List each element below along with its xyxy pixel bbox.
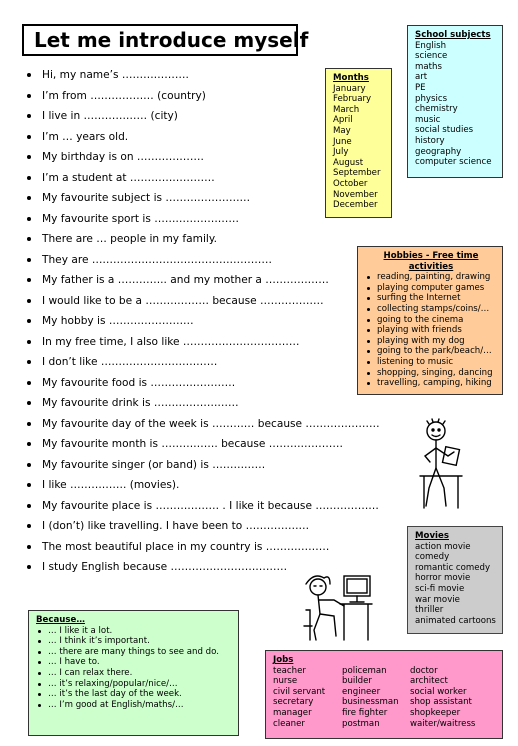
school-subjects-box bbox=[407, 25, 503, 178]
because-item: … I like it a lot. bbox=[36, 626, 233, 637]
sentence-item: My favourite month is ……………. because ………………… bbox=[26, 434, 406, 455]
because-item: … I can relax there. bbox=[36, 668, 233, 679]
because-item: … I think it’s important. bbox=[36, 636, 233, 647]
month-item: February bbox=[333, 94, 372, 105]
job-item: waiter/waitress bbox=[410, 718, 476, 729]
month-item: October bbox=[333, 178, 368, 189]
month-item: May bbox=[333, 125, 351, 136]
month-item: July bbox=[333, 147, 349, 158]
months-heading: Months bbox=[333, 73, 369, 83]
page-title: Let me introduce myself bbox=[22, 24, 298, 56]
hobby-item: travelling, camping, hiking bbox=[365, 378, 497, 389]
job-item: manager bbox=[273, 707, 312, 718]
school-subject-item: history bbox=[415, 135, 445, 146]
month-item: June bbox=[333, 136, 352, 147]
hobby-item: playing with my dog bbox=[365, 336, 497, 347]
sentence-item: I live in ……………… (city) bbox=[26, 106, 406, 127]
month-item: January bbox=[333, 83, 366, 94]
hobby-item: reading, painting, drawing bbox=[365, 272, 497, 283]
sentence-item: My favourite sport is …………………… bbox=[26, 209, 406, 230]
sentence-item: My favourite drink is …………………… bbox=[26, 393, 406, 414]
month-item: December bbox=[333, 200, 378, 211]
job-item: secretary bbox=[273, 697, 314, 708]
boy-reading-illustration bbox=[416, 418, 474, 514]
job-item: nurse bbox=[273, 676, 298, 687]
hobbies-heading: Hobbies - Free time activities bbox=[383, 251, 479, 272]
job-item: builder bbox=[342, 676, 372, 687]
sentence-item: I study English because …………………………… bbox=[26, 557, 406, 578]
sentence-item: I’m a student at …………………… bbox=[26, 168, 406, 189]
because-item: … it’s relaxing/popular/nice/… bbox=[36, 679, 233, 690]
sentence-item: There are … people in my family. bbox=[26, 229, 406, 250]
months-box bbox=[325, 68, 392, 218]
school-subject-item: English bbox=[415, 40, 447, 51]
sentence-item: I would like to be a ……………… because ……………… bbox=[26, 291, 406, 312]
movie-item: thriller bbox=[415, 605, 444, 616]
month-item: March bbox=[333, 104, 360, 115]
boy-computer-illustration bbox=[300, 570, 380, 644]
job-item: doctor bbox=[410, 665, 438, 676]
movie-item: romantic comedy bbox=[415, 562, 491, 573]
movie-item: war movie bbox=[415, 594, 460, 605]
hobby-item: surfing the Internet bbox=[365, 293, 497, 304]
job-item: social worker bbox=[410, 686, 467, 697]
job-item: postman bbox=[342, 718, 380, 729]
month-item: November bbox=[333, 189, 378, 200]
movies-heading: Movies bbox=[415, 531, 449, 541]
because-item: … I have to. bbox=[36, 657, 233, 668]
hobby-item: going to the park/beach/… bbox=[365, 346, 497, 357]
movies-box bbox=[407, 526, 503, 634]
job-item: cleaner bbox=[273, 718, 305, 729]
sentence-item: My favourite subject is …………………… bbox=[26, 188, 406, 209]
job-item: engineer bbox=[342, 686, 381, 697]
jobs-box bbox=[265, 650, 503, 739]
because-item: … I’m good at English/maths/… bbox=[36, 700, 233, 711]
job-item: architect bbox=[410, 676, 448, 687]
sentence-item: I don’t like …………………………… bbox=[26, 352, 406, 373]
month-item: August bbox=[333, 157, 364, 168]
school-subject-item: geography bbox=[415, 146, 462, 157]
hobby-item: going to the cinema bbox=[365, 315, 497, 326]
sentence-item: The most beautiful place in my country is ……………… bbox=[26, 537, 406, 558]
sentence-item: My favourite singer (or band) is …………… bbox=[26, 455, 406, 476]
movie-item: sci-fi movie bbox=[415, 583, 465, 594]
movie-item: action movie bbox=[415, 541, 471, 552]
hobbies-box bbox=[357, 246, 503, 395]
job-item: teacher bbox=[273, 665, 306, 676]
sentence-item: My favourite food is …………………… bbox=[26, 373, 406, 394]
because-item: … it’s the last day of the week. bbox=[36, 689, 233, 700]
sentence-item: I like ……………. (movies). bbox=[26, 475, 406, 496]
school-subject-item: music bbox=[415, 114, 441, 125]
job-item: civil servant bbox=[273, 686, 326, 697]
sentence-item: I’m from ……………… (country) bbox=[26, 86, 406, 107]
jobs-heading: Jobs bbox=[273, 655, 294, 665]
school-subject-item: PE bbox=[415, 82, 426, 93]
job-item: fire fighter bbox=[342, 707, 388, 718]
hobby-item: playing with friends bbox=[365, 325, 497, 336]
school-subject-item: science bbox=[415, 51, 448, 62]
hobby-item: shopping, singing, dancing bbox=[365, 368, 497, 379]
school-subjects-heading: School subjects bbox=[415, 30, 491, 40]
job-item: policeman bbox=[342, 665, 387, 676]
movie-item: comedy bbox=[415, 552, 450, 563]
sentence-item: My hobby is …………………… bbox=[26, 311, 406, 332]
school-subject-item: computer science bbox=[415, 157, 492, 168]
movie-item: animated cartoons bbox=[415, 615, 496, 626]
hobby-item: collecting stamps/coins/… bbox=[365, 304, 497, 315]
hobby-item: playing computer games bbox=[365, 283, 497, 294]
school-subject-item: maths bbox=[415, 61, 442, 72]
school-subject-item: art bbox=[415, 72, 428, 83]
sentence-item: They are …………………………………………… bbox=[26, 250, 406, 271]
because-box bbox=[28, 610, 239, 736]
sentence-item: In my free time, I also like …………………………… bbox=[26, 332, 406, 353]
school-subject-item: social studies bbox=[415, 125, 474, 136]
sentence-item: I’m … years old. bbox=[26, 127, 406, 148]
sentence-item: I (don’t) like travelling. I have been to ……………… bbox=[26, 516, 406, 537]
job-item: shopkeeper bbox=[410, 707, 461, 718]
job-item: businessman bbox=[342, 697, 399, 708]
hobby-item: listening to music bbox=[365, 357, 497, 368]
school-subject-item: chemistry bbox=[415, 104, 458, 115]
sentence-item: My favourite place is ……………… . I like it because ……………… bbox=[26, 496, 406, 517]
sentence-item: My favourite day of the week is ………… because ………………… bbox=[26, 414, 406, 435]
because-item: … there are many things to see and do. bbox=[36, 647, 233, 658]
sentence-item: Hi, my name’s ………………. bbox=[26, 65, 406, 86]
sentence-item: My father is a ………….. and my mother a ……………… bbox=[26, 270, 406, 291]
sentence-item: My birthday is on ………………. bbox=[26, 147, 406, 168]
month-item: September bbox=[333, 168, 381, 179]
because-heading: Because… bbox=[36, 615, 85, 625]
school-subject-item: physics bbox=[415, 93, 448, 104]
movie-item: horror movie bbox=[415, 573, 471, 584]
month-item: April bbox=[333, 115, 353, 126]
job-item: shop assistant bbox=[410, 697, 472, 708]
